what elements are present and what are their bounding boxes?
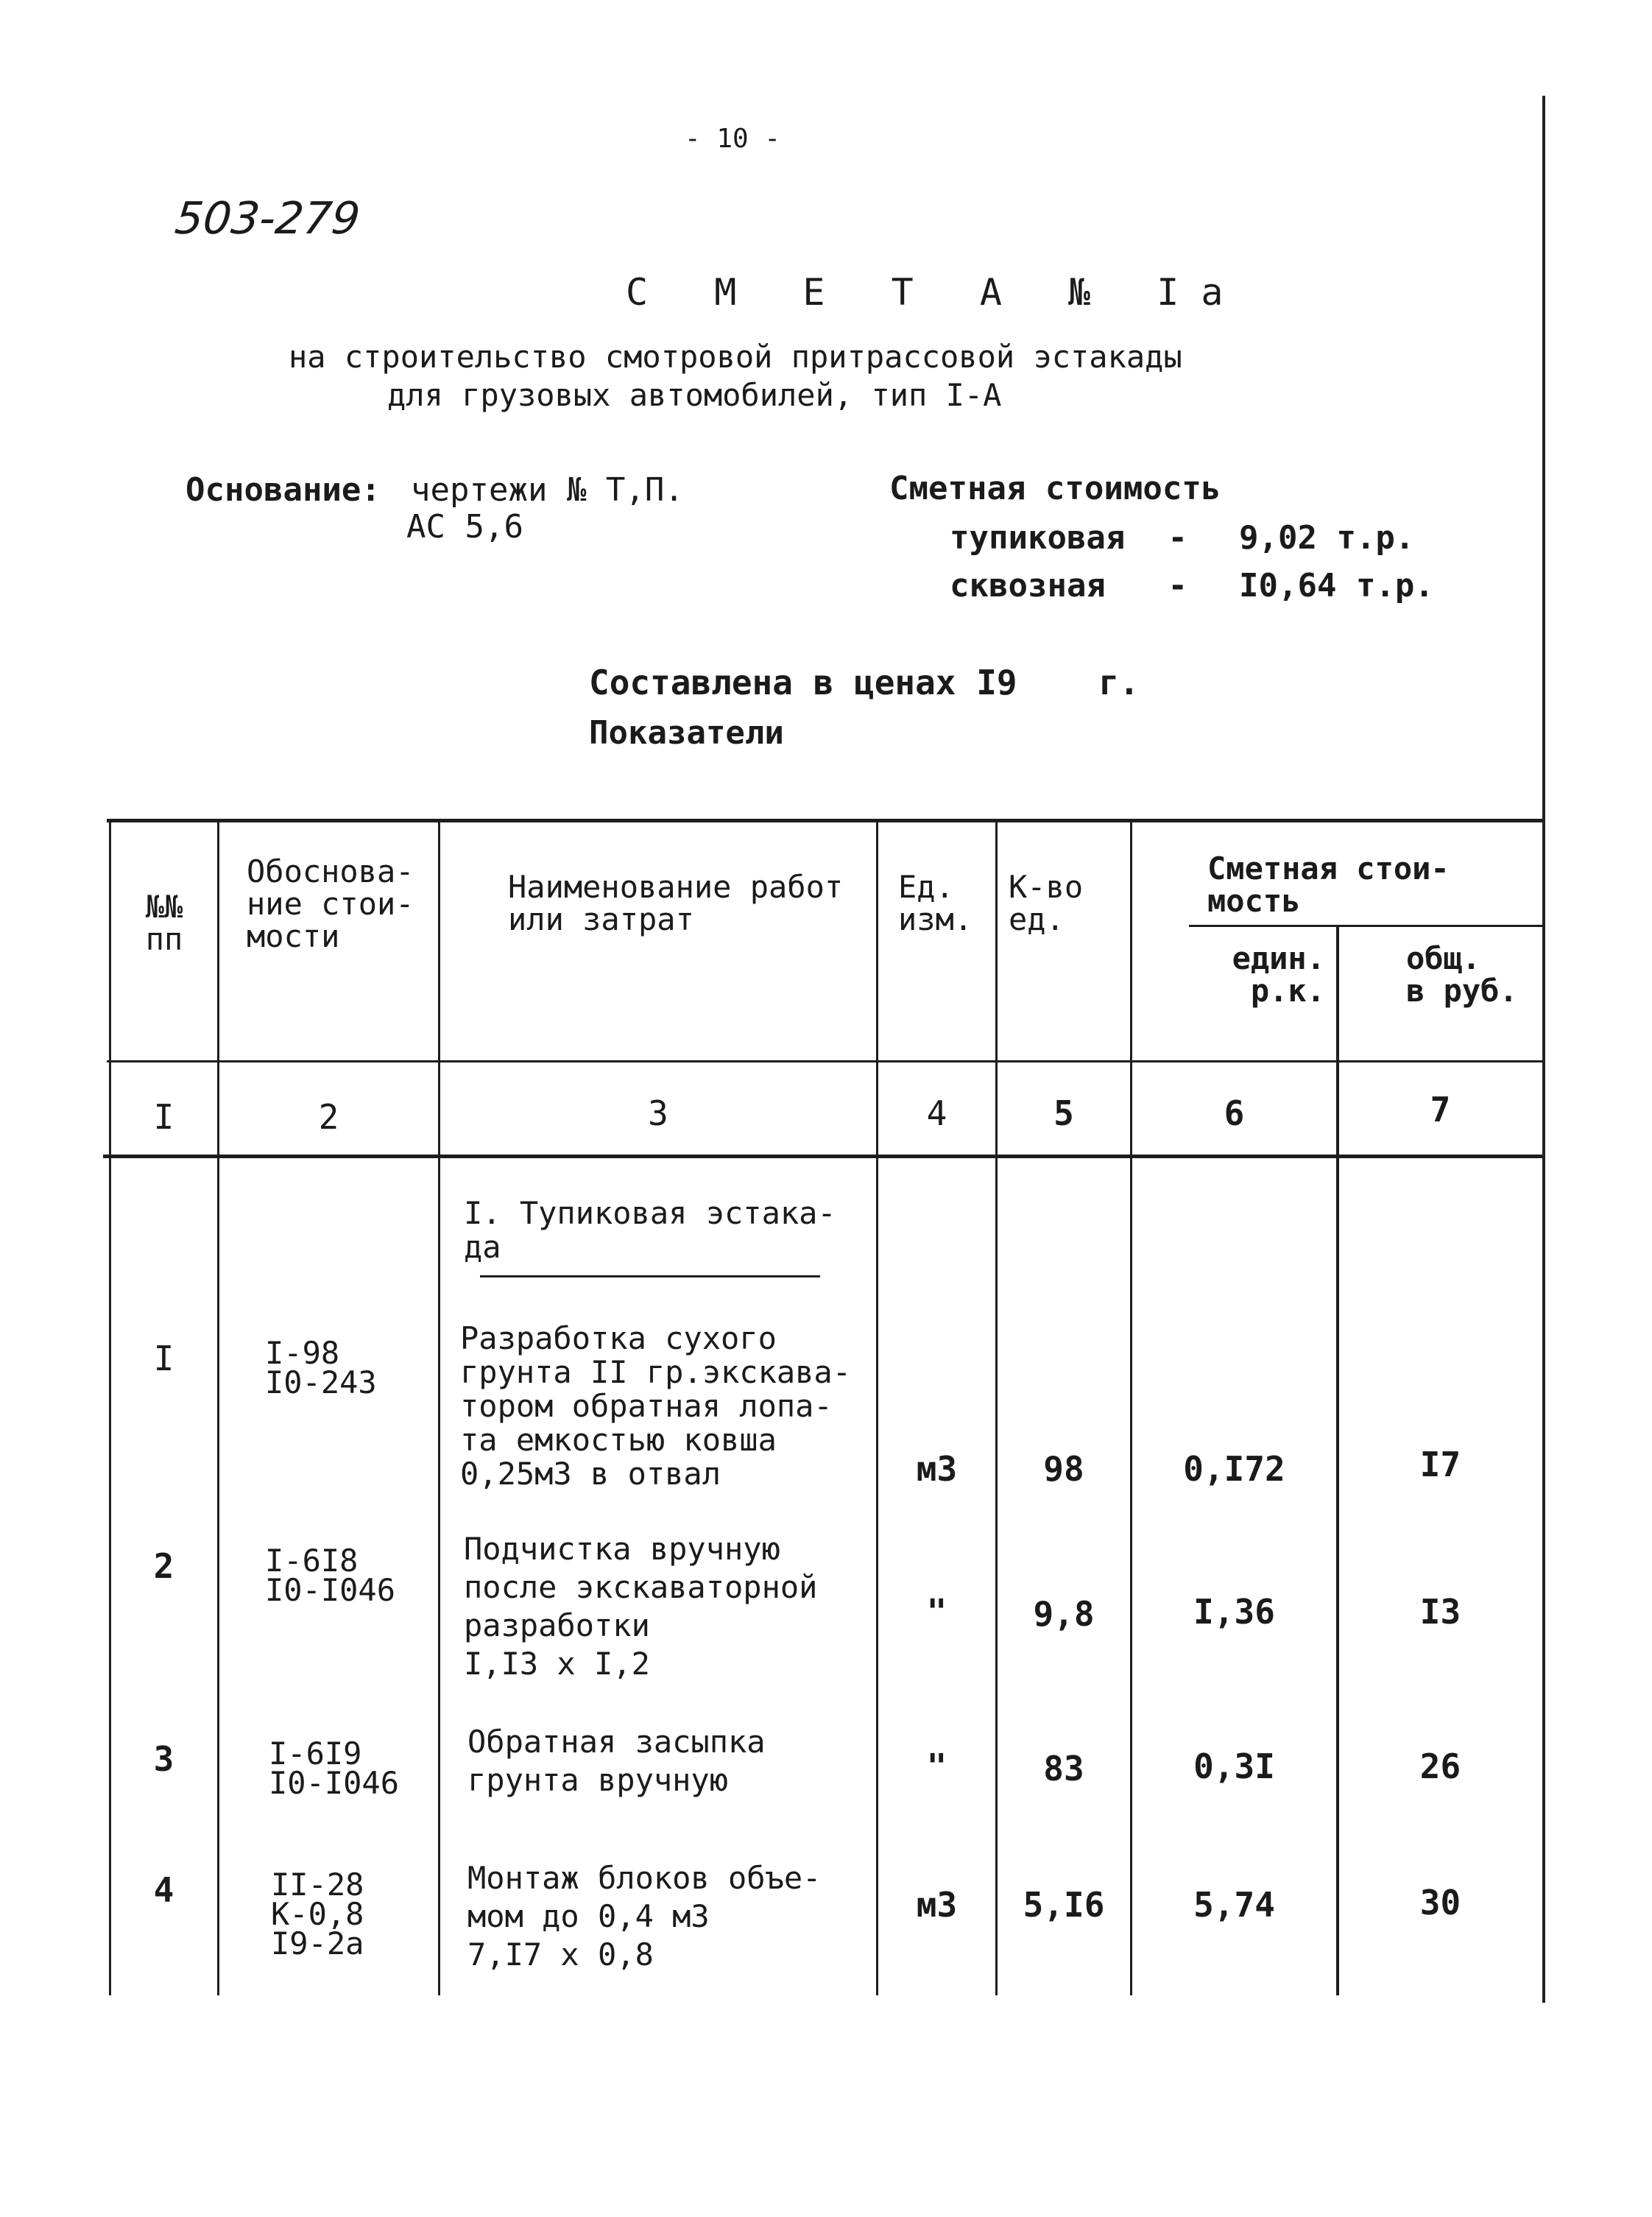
document-code: 503-279	[172, 193, 363, 244]
cost-dash: -	[1168, 519, 1187, 557]
row-name: Подчистка вручную после экскаваторной разработки I,I3 х I,2	[464, 1531, 818, 1682]
row-basis: I-98 I0-243	[265, 1335, 377, 1400]
table-top-rule	[107, 819, 1542, 822]
header-estimated-cost: Сметная стои- мость	[1207, 850, 1450, 919]
estimate-title: С М Е Т А № Iа	[626, 271, 1246, 314]
cost-value: I0,64 т.р.	[1239, 567, 1434, 605]
row-name: Обратная засыпка грунта вручную	[467, 1724, 766, 1798]
row-number: 2	[153, 1546, 174, 1586]
estimate-subtitle-line2: для грузовых автомобилей, тип I-А	[387, 377, 1002, 413]
page-number: - 10 -	[685, 124, 781, 154]
cost-dash: -	[1168, 567, 1187, 605]
column-rule	[109, 819, 111, 1995]
estimated-cost-row	[950, 519, 1414, 557]
row-unit: "	[926, 1592, 947, 1632]
row-basis: I-6I8 I0-I046	[265, 1543, 396, 1608]
row-unit-price: 0,3I	[1193, 1747, 1275, 1786]
column-number: 2	[318, 1097, 339, 1137]
section-title: I. Тупиковая эстака- да	[464, 1195, 836, 1265]
column-rule	[217, 819, 219, 1995]
row-unit: м3	[916, 1449, 958, 1489]
estimated-cost-title: Сметная стоимость	[889, 470, 1221, 507]
header-bottom-rule	[107, 1060, 1542, 1062]
column-numbers-bottom-rule	[103, 1155, 1542, 1158]
page-right-rule	[1542, 96, 1545, 2003]
header-row-number: №№ пп	[145, 889, 183, 957]
row-quantity: 83	[1043, 1749, 1084, 1788]
column-rule	[995, 819, 998, 1995]
row-basis: II-28 К-0,8 I9-2а	[271, 1867, 364, 1962]
estimate-subtitle-line1: на строительство смотровой притрассовой эстакады	[289, 339, 1182, 375]
row-number: 4	[153, 1870, 174, 1910]
header-unit-price: един. р.к.	[1232, 940, 1325, 1009]
cost-name: тупиковая	[950, 519, 1126, 557]
row-number: I	[153, 1339, 174, 1378]
column-number: 7	[1430, 1090, 1451, 1129]
column-number: 4	[926, 1093, 947, 1133]
row-unit-price: I,36	[1193, 1592, 1275, 1632]
row-total: 30	[1419, 1883, 1461, 1922]
header-total: общ. в руб.	[1406, 940, 1518, 1009]
row-basis: I-6I9 I0-I046	[269, 1735, 400, 1801]
column-number: 6	[1224, 1093, 1245, 1133]
basis-value-line2: АС 5,6	[406, 508, 523, 546]
row-unit-price: 5,74	[1193, 1885, 1275, 1925]
column-rule	[438, 819, 440, 1995]
row-unit-price: 0,I72	[1183, 1449, 1285, 1489]
header-quantity: К-во ед.	[1009, 869, 1084, 937]
row-quantity: 98	[1043, 1449, 1084, 1489]
cost-value: 9,02 т.р.	[1239, 519, 1415, 557]
header-work-name: Наименование работ или затрат	[508, 869, 844, 937]
row-unit: м3	[916, 1885, 958, 1925]
header-cost-basis: Обоснова- ние стои- мости	[247, 853, 414, 954]
basis-value-line1: чертежи № Т,П.	[411, 471, 684, 509]
basis-label: Основание:	[186, 471, 381, 509]
column-number: 3	[648, 1093, 668, 1133]
row-name: Монтаж блоков объе- мом до 0,4 м3 7,I7 х 0,8	[467, 1860, 822, 1973]
prices-basis-line: Составлена в ценах I9 г.	[589, 663, 1140, 702]
row-name: Разработка сухого грунта II гр.экскава- тором обратная лопа- та емкостью ковша 0,25м3 в отвал	[460, 1320, 852, 1492]
row-quantity: 9,8	[1033, 1594, 1095, 1634]
column-number: 5	[1053, 1093, 1074, 1133]
row-total: 26	[1419, 1747, 1461, 1786]
row-total: I3	[1419, 1592, 1461, 1632]
cost-name: сквозная	[950, 567, 1106, 605]
section-underline	[480, 1275, 820, 1277]
column-number: I	[153, 1097, 174, 1137]
indicators-label: Показатели	[589, 714, 784, 752]
column-rule	[876, 819, 878, 1995]
column-rule	[1130, 819, 1132, 1995]
row-total: I7	[1419, 1445, 1461, 1484]
estimated-cost-row	[950, 567, 1434, 605]
group-header-rule	[1189, 925, 1542, 927]
row-quantity: 5,I6	[1023, 1885, 1105, 1925]
header-unit: Ед. изм.	[898, 869, 973, 937]
row-unit: "	[926, 1747, 947, 1786]
row-number: 3	[153, 1739, 174, 1779]
